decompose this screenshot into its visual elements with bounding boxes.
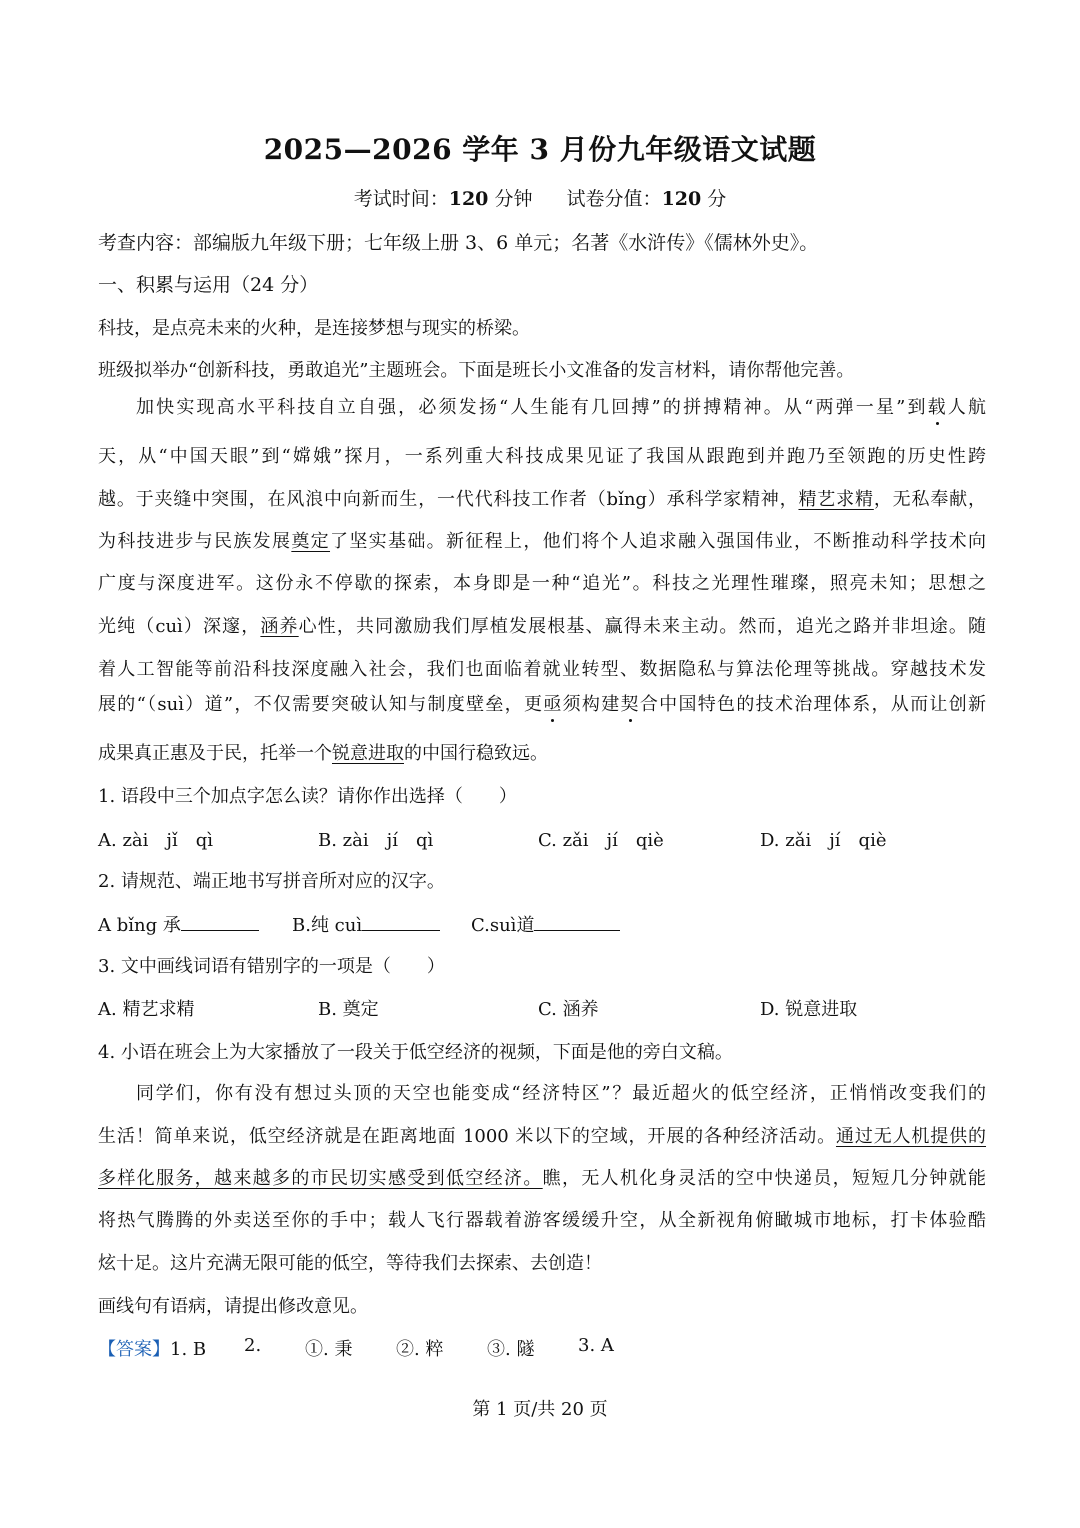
q2-item-b-label: B.纯 cuì	[292, 915, 363, 936]
passage-text: 展的“（suì）道”，不仅需要突破认知与制度壁垒，更	[98, 694, 544, 715]
answer-tag	[98, 1335, 206, 1361]
underlined-word: 涵养	[260, 616, 299, 637]
q2-item-c-label: C.suì道	[471, 915, 535, 936]
passage-line: 天，从“中国天眼”到“嫦娥”探月，一系列重大科技成果见证了我国从跟跑到并跑乃至领跑的历史性跨	[98, 446, 986, 467]
dotted-char: 契	[620, 694, 640, 715]
score-label: 试卷分值：	[566, 188, 662, 210]
passage-line: 广度与深度进军。这份永不停歇的探索，本身即是一种“追光”。科技之光理性璀璨，照亮未知；思想之	[98, 573, 986, 594]
passage-text: 须构建	[562, 694, 621, 715]
q1-option-a: A. zài jǐ qì	[98, 830, 214, 851]
passage-text: 越。于夹缝中突围，在风浪中向新而生，一代代科技工作者（bǐng）承科学家精神，	[98, 489, 799, 510]
score-value: 120	[661, 188, 702, 210]
q2-item-b	[292, 911, 440, 937]
passage-text: 合中国特色的技术治理体系，从而让创新	[639, 694, 987, 715]
passage-text: 生活！简单来说，低空经济就是在距离地面 1000 米以下的空域，开展的各种经济活动。	[98, 1126, 836, 1147]
passage-text: 瞧，无人机化身灵活的空中快递员，短短几分钟就能	[542, 1168, 987, 1189]
dotted-char: 亟	[543, 694, 563, 715]
answer-item: ①. 秉	[305, 1339, 353, 1360]
answer-item: 1. B	[170, 1339, 207, 1360]
q4-passage-line: 同学们，你有没有想过头顶的天空也能变成“经济特区”？最近超火的低空经济，正悄悄改变我们的	[136, 1083, 986, 1104]
q2-item-a-label: A bǐng 承	[98, 915, 181, 936]
underlined-word: 奠定	[291, 531, 331, 552]
passage-text: 加快实现高水平科技自立自强，必须发扬“人生能有几回搏”的拼搏精神。从“两弹一星”到	[136, 397, 928, 418]
underlined-sentence: 多样化服务，越来越多的市民切实感受到低空经济。	[98, 1168, 543, 1189]
answer-item: 3. A	[578, 1335, 614, 1356]
passage-line	[98, 527, 986, 553]
passage-text: 心性，共同激励我们厚植发展根基、赢得未来主动。然而，追光之路并非坦途。随	[298, 616, 986, 637]
answer-blank[interactable]	[362, 912, 440, 931]
exam-info	[0, 184, 1080, 211]
underlined-sentence: 通过无人机提供的	[835, 1126, 987, 1147]
q4-passage-line: 炫十足。这片充满无限可能的低空，等待我们去探索、去创造！	[98, 1253, 602, 1274]
passage-line	[98, 393, 986, 419]
q3-option-c: C. 涵养	[538, 999, 599, 1020]
answer-item: 2.	[244, 1335, 262, 1356]
intro-line-2: 班级拟举办“创新科技，勇敢追光”主题班会。下面是班长小文准备的发言材料，请你帮他完善。	[98, 360, 855, 381]
q1-option-d: D. zǎi jí qiè	[760, 830, 887, 851]
page-title: 2025—2026 学年 3 月份九年级语文试题	[263, 133, 817, 166]
exam-time-unit: 分钟	[488, 188, 533, 210]
q4-passage-line: 将热气腾腾的外卖送至你的手中；载人飞行器载着游客缓缓升空，从全新视角俯瞰城市地标，打卡体验酷	[98, 1210, 986, 1231]
passage-line	[98, 739, 986, 765]
exam-time-label: 考试时间：	[353, 188, 449, 210]
q1-option-b: B. zài jí qì	[318, 830, 434, 851]
answer-blank[interactable]	[534, 912, 620, 931]
passage-text: 的中国行稳致远。	[404, 743, 548, 764]
passage-text: 了坚实基础。新征程上，他们将个人追求融入强国伟业，不断推动科学技术向	[330, 531, 987, 552]
passage-text: ，无私奉献，	[873, 489, 986, 510]
q4-passage-line	[98, 1164, 986, 1190]
passage-text: 人航	[947, 397, 987, 418]
q3-option-d: D. 锐意进取	[760, 999, 858, 1020]
q2-item-c	[471, 911, 620, 937]
dotted-char: 载	[927, 397, 948, 418]
passage-text: 为科技进步与民族发展	[98, 531, 292, 552]
intro-line-1: 科技，是点亮未来的火种，是连接梦想与现实的桥梁。	[98, 318, 530, 339]
passage-line	[98, 612, 986, 638]
answer-item: ②. 粹	[396, 1339, 444, 1360]
passage-text: 光纯（cuì）深邃，	[98, 616, 261, 637]
exam-time-value: 120	[448, 188, 489, 210]
question-4-stem: 4. 小语在班会上为大家播放了一段关于低空经济的视频，下面是他的旁白文稿。	[98, 1042, 733, 1063]
question-1-stem: 1. 语段中三个加点字怎么读？请你作出选择（ ）	[98, 786, 517, 807]
exam-scope: 考查内容：部编版九年级下册；七年级上册 3、6 单元；名著《水浒传》《儒林外史》。	[98, 232, 819, 254]
q3-option-a: A. 精艺求精	[98, 999, 195, 1020]
passage-text: 成果真正惠及于民，托举一个	[98, 743, 332, 764]
page-number: 第 1 页/共 20 页	[472, 1399, 608, 1420]
passage-line: 着人工智能等前沿科技深度融入社会，我们也面临着就业转型、数据隐私与算法伦理等挑战。穿越技术发	[98, 659, 986, 680]
q2-item-a	[98, 911, 259, 937]
q4-passage-line	[98, 1122, 986, 1148]
underlined-word: 锐意进取	[332, 743, 404, 764]
q1-option-c: C. zǎi jí qiè	[538, 830, 664, 851]
passage-line	[98, 485, 986, 511]
question-3-stem: 3. 文中画线词语有错别字的一项是（ ）	[98, 956, 445, 977]
section-heading: 一、积累与运用（24 分）	[98, 274, 319, 296]
answer-item: ③. 隧	[487, 1339, 535, 1360]
score-unit: 分	[701, 188, 727, 210]
q3-option-b: B. 奠定	[318, 999, 379, 1020]
q4-prompt: 画线句有语病，请提出修改意见。	[98, 1296, 368, 1317]
underlined-word: 精艺求精	[798, 489, 874, 510]
answer-label: 【答案】	[98, 1339, 170, 1360]
question-2-stem: 2. 请规范、端正地书写拼音所对应的汉字。	[98, 871, 445, 892]
answer-blank[interactable]	[181, 912, 259, 931]
passage-line	[98, 690, 986, 716]
